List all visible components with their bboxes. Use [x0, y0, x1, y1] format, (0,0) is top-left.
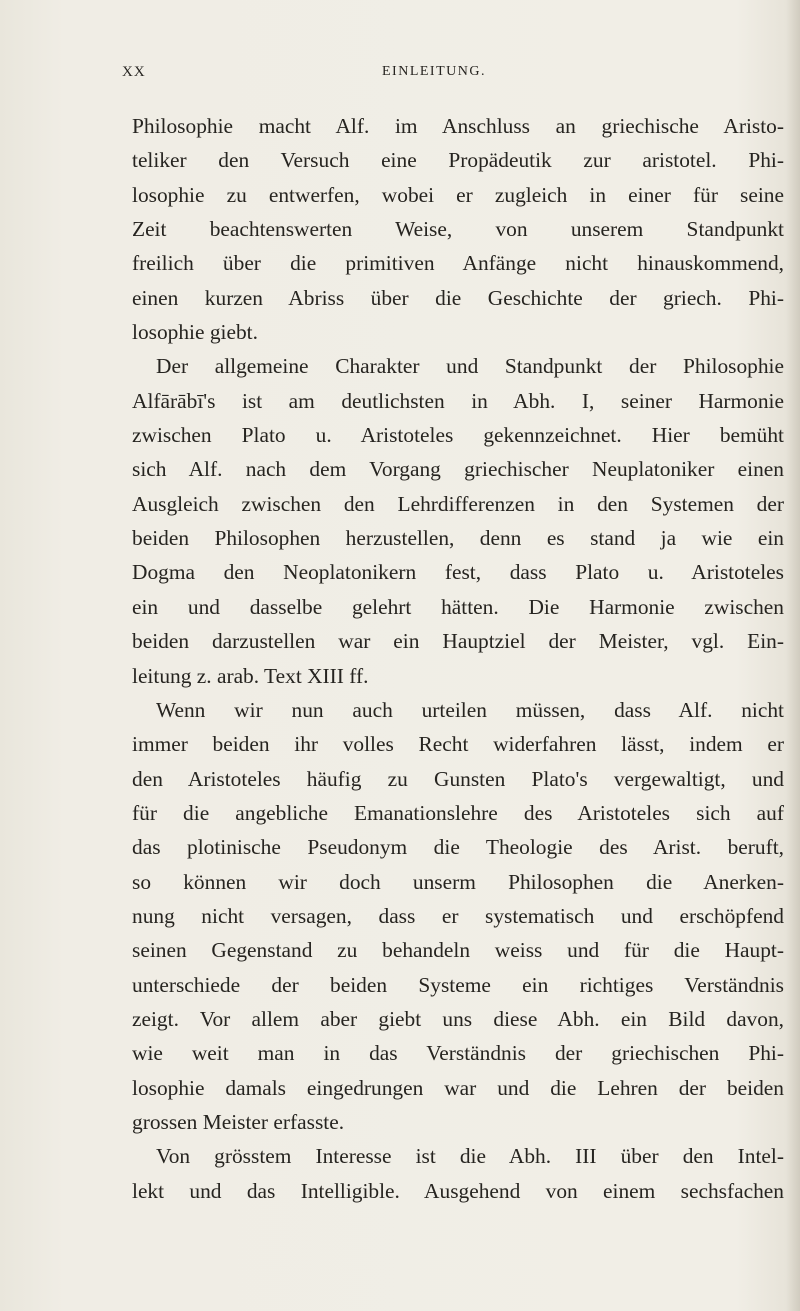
text-line: wie weit man in das Verständnis der griechischen Phi-: [132, 1041, 784, 1066]
text-line: einen kurzen Abriss über die Geschichte der griech. Phi-: [132, 285, 784, 310]
page-edge-shadow: [786, 0, 800, 1311]
text-line: Wenn wir nun auch urteilen müssen, dass Alf. nicht: [156, 697, 784, 722]
text-line: immer beiden ihr volles Recht widerfahren lässt, indem er: [132, 732, 784, 757]
paragraph: [132, 109, 784, 349]
text-line: Dogma den Neoplatonikern fest, dass Plato u. Aristoteles: [132, 560, 784, 585]
paragraph: [132, 693, 784, 1139]
text-line: zwischen Plato u. Aristoteles gekennzeichnet. Hier bemüht: [132, 423, 784, 448]
text-line: seinen Gegenstand zu behandeln weiss und für die Haupt-: [132, 938, 784, 963]
text-line: teliker den Versuch eine Propädeutik zur aristotel. Phi-: [132, 148, 784, 173]
text-line: Alfārābī's ist am deutlichsten in Abh. I, seiner Harmonie: [132, 388, 784, 413]
paragraph: [132, 1139, 784, 1208]
text-line: leitung z. arab. Text XIII ff.: [132, 663, 369, 688]
text-line: unterschiede der beiden Systeme ein richtiges Verständnis: [132, 972, 784, 997]
text-line: ein und dasselbe gelehrt hätten. Die Harmonie zwischen: [132, 594, 784, 619]
text-line: losophie damals eingedrungen war und die Lehren der beiden: [132, 1075, 784, 1100]
text-line: Der allgemeine Charakter und Standpunkt der Philosophie: [156, 354, 784, 379]
text-line: losophie zu entwerfen, wobei er zugleich in einer für seine: [132, 182, 784, 207]
text-line: lekt und das Intelligible. Ausgehend von einem sechsfachen: [132, 1178, 784, 1203]
text-line: für die angebliche Emanationslehre des Aristoteles sich auf: [132, 800, 784, 825]
text-line: beiden Philosophen herzustellen, denn es stand ja wie ein: [132, 526, 784, 551]
text-line: nung nicht versagen, dass er systematisch und erschöpfend: [132, 903, 784, 928]
text-line: Von grösstem Interesse ist die Abh. III über den Intel-: [156, 1144, 784, 1169]
paragraph: [132, 349, 784, 692]
text-line: sich Alf. nach dem Vorgang griechischer Neuplatoniker einen: [132, 457, 784, 482]
page-number: XX: [122, 64, 146, 80]
text-line: losophie giebt.: [132, 320, 258, 345]
text-line: Philosophie macht Alf. im Anschluss an griechische Aristo-: [132, 114, 784, 138]
text-line: zeigt. Vor allem aber giebt uns diese Abh. ein Bild davon,: [132, 1006, 784, 1031]
running-title: EINLEITUNG.: [382, 64, 486, 79]
text-line: den Aristoteles häufig zu Gunsten Plato's vergewaltigt, und: [132, 766, 784, 791]
running-head: [122, 64, 778, 88]
body-text: [132, 109, 784, 1208]
text-line: Ausgleich zwischen den Lehrdifferenzen in den Systemen der: [132, 491, 784, 516]
text-line: grossen Meister erfasste.: [132, 1109, 345, 1134]
text-line: beiden darzustellen war ein Hauptziel der Meister, vgl. Ein-: [132, 629, 784, 654]
text-line: so können wir doch unserm Philosophen die Anerken-: [132, 869, 784, 894]
text-line: das plotinische Pseudonym die Theologie des Arist. beruft,: [132, 835, 784, 860]
text-line: freilich über die primitiven Anfänge nicht hinauskommend,: [132, 251, 784, 276]
text-line: Zeit beachtenswerten Weise, von unserem Standpunkt: [132, 217, 784, 242]
